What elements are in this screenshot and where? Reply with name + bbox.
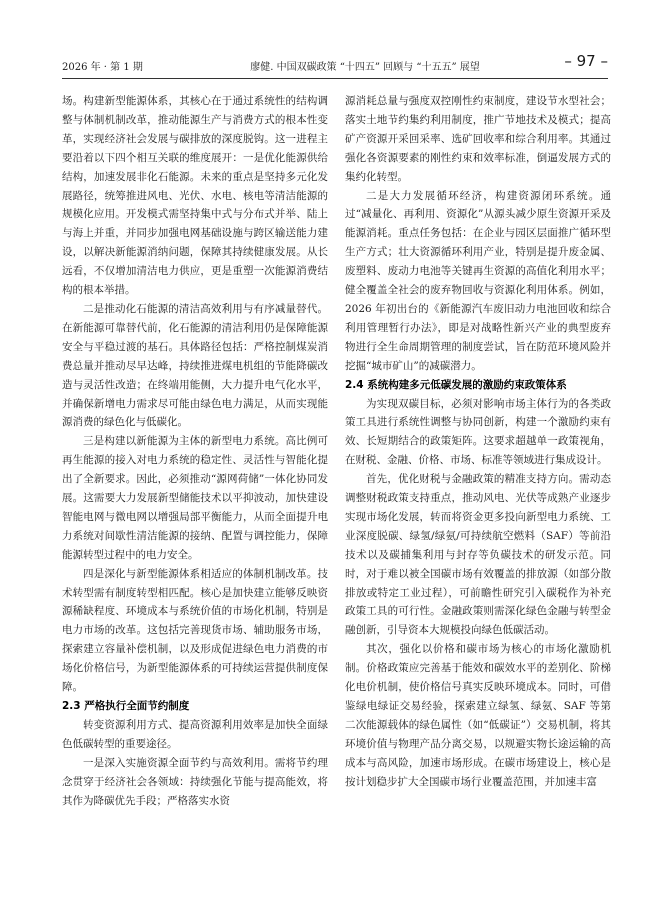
running-header bbox=[62, 52, 608, 79]
section-heading-2-3: 2.3 严格执行全面节约制度 bbox=[62, 700, 190, 712]
paragraph: 为实现双碳目标，必须对影响市场主体行为的各类政策工具进行系统性调整与协同创新，构建一个激励约束有效、长短期结合的政策矩阵。这要求超越单一政策视角，在财税、金融、价格、市场、标准等领域进行集成设计。 bbox=[345, 397, 611, 467]
journal-issue: 2026 年 · 第 1 期 bbox=[62, 62, 143, 73]
paragraph: 二是推动化石能源的清洁高效利用与有序减量替代。在新能源可靠替代前，化石能源的清洁利用仍是保障能源安全与平稳过渡的基石。具体路径包括：严格控制煤炭消费总量并推动尽早达峰，持续推进煤电机组的节能降碳改造与灵活性改造；在终端用能侧，大力提升电气化水平，并确保新增电力需求尽可能由绿色电力满足，从而实现能源消费的绿色化与低碳化。 bbox=[62, 302, 328, 429]
paragraph: 四是深化与新型能源体系相适应的体制机制改革。技术转型需有制度转型相匹配。核心是加快建立能够反映资源稀缺程度、环境成本与系统价值的市场化机制，特别是电力市场的改革。这包括完善现货市场、辅助服务市场，探索建立容量补偿机制，以及形成促进绿色电力消费的市场化价格信号，为新型能源体系的可持续运营提供制度保障。 bbox=[62, 567, 328, 694]
paragraph: 转变资源利用方式、提高资源利用效率是加快全面绿色低碳转型的重要途径。 bbox=[62, 718, 328, 750]
paragraph: 三是构建以新能源为主体的新型电力系统。高比例可再生能源的接入对电力系统的稳定性、灵活性与智能化提出了全新要求。因此，必须推动“源网荷储”一体化协同发展。这需要大力发展新型储能技术以平抑波动，加快建设智能电网与微电网以增强局部平衡能力，从而全面提升电力系统对间歇性清洁能源的接纳、配置与调控能力，保障能源转型过程中的电力安全。 bbox=[62, 435, 328, 561]
right-column bbox=[345, 92, 611, 862]
page-number: – 97 – bbox=[564, 52, 608, 70]
section-heading-2-4: 2.4 系统构建多元低碳发展的激励约束政策体系 bbox=[345, 378, 567, 391]
paragraph: 源消耗总量与强度双控刚性约束制度，建设节水型社会；落实土地节约集约利用制度，推广节地技术及模式；提高矿产资源开采回采率、选矿回收率和综合利用率。其通过强化各资源要素的刚性约束和效率标准，倒逼发展方式的集约化转型。 bbox=[345, 95, 611, 183]
left-column bbox=[62, 92, 328, 862]
paragraph: 一是深入实施资源全面节约与高效利用。需将节约理念贯穿于经济社会各领域：持续强化节能与提高能效，将其作为降碳优先手段；严格落实水资 bbox=[62, 756, 328, 807]
running-title: 廖健. 中国双碳政策 “十四五” 回顾与 “十五五” 展望 bbox=[250, 62, 480, 73]
paragraph: 首先，优化财税与金融政策的精准支持方向。需动态调整财税政策支持重点，推动风电、光伏等成熟产业逐步实现市场化发展，转而将资金更多投向新型电力系统、工业深度脱碳、绿氢/绿氨/可持续航空燃料（SAF）等前沿技术以及碳捕集利用与封存等负碳技术的研发示范。同时，对于难以被全国碳市场有效覆盖的排放源（如部分散排放或特定工业过程），可前瞻性研究引入碳税作为补充政策工具的可行性。金融政策则需深化绿色金融与转型金融创新，引导资本大规模投向绿色低碳活动。 bbox=[345, 473, 611, 637]
paragraph: 二是大力发展循环经济，构建资源闭环系统。通过“减量化、再利用、资源化”从源头减少原生资源开采及能源消耗。重点任务包括：在企业与园区层面推广循环型生产方式；壮大资源循环利用产业，特别是提升废金属、废塑料、废动力电池等关键再生资源的高值化利用水平；健全覆盖全社会的废弃物回收与资源化利用体系。例如，2026 年初出台的《新能源汽车废旧动力电池回收和综合利用管理暂行办法》，即是对战略性新兴产业的典型废弃物进行全生命周期管理的制度尝试，旨在防范环境风险并挖掘“城市矿山”的减碳潜力。 bbox=[345, 189, 611, 372]
paragraph: 场。构建新型能源体系，其核心在于通过系统性的结构调整与体制机制改革，推动能源生产与消费方式的根本性变革，实现经济社会发展与碳排放的深度脱钩。这一进程主要沿着以下四个相互关联的维度展开：一是优化能源供给结构，加速发展非化石能源。未来的重点是坚持多元化发展路径，统筹推进风电、光伏、水电、核电等清洁能源的规模化应用。开发模式需坚持集中式与分布式并举、陆上与海上并重，并同步加强电网基础设施与跨区输送能力建设，以解决新能源消纳问题，保障其持续健康发展。从长远看，不仅增加清洁电力供应，更是重塑一次能源消费结构的根本举措。 bbox=[62, 95, 328, 297]
paragraph: 其次，强化以价格和碳市场为核心的市场化激励机制。价格政策应完善基于能效和碳效水平的差别化、阶梯化电价机制，使价格信号真实反映环境成本。同时，可借鉴绿电绿证交易经验，探索建立绿氢、绿氨、SAF 等第二次能源载体的绿色属性（如“低碳证”）交易机制，将其环境价值与物理产品分离交易，以规避实物长途运输的高成本与高风险，加速市场形成。在碳市场建设上，核心是按计划稳步扩大全国碳市场行业覆盖范围，并加速丰富 bbox=[345, 643, 611, 788]
